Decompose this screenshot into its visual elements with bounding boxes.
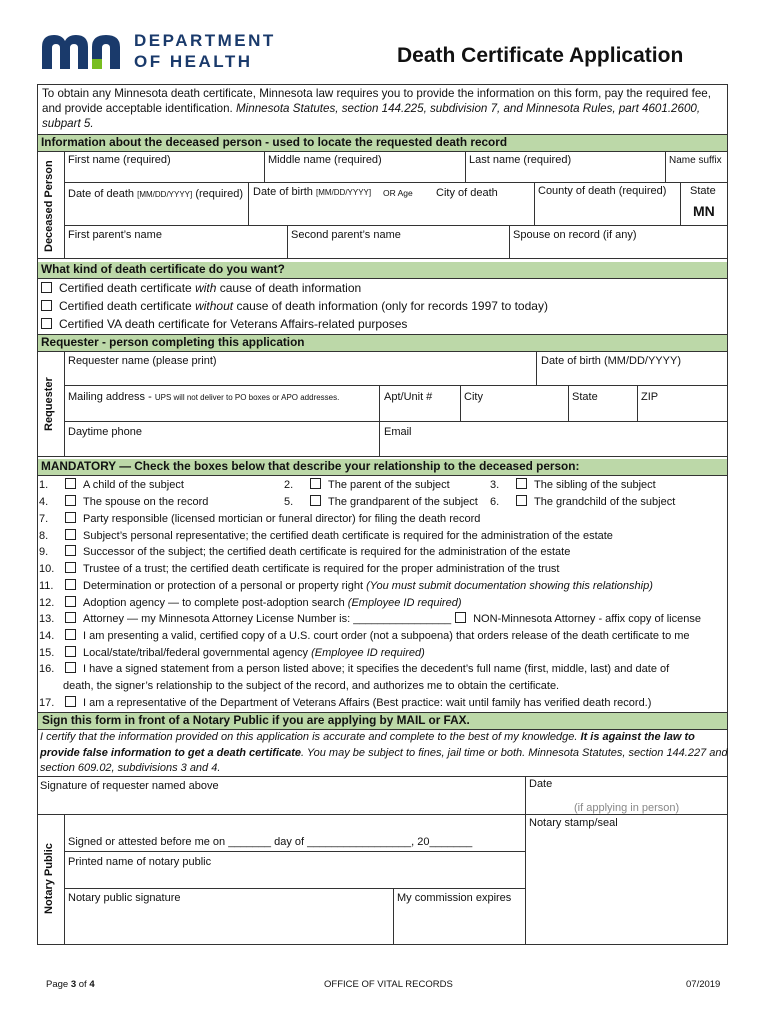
- mdh-logo: [40, 33, 126, 72]
- item-text: A child of the subject: [83, 479, 184, 491]
- checkbox[interactable]: [516, 495, 527, 506]
- divider: [287, 225, 288, 258]
- item-number: 1.: [39, 479, 49, 491]
- state-label: State: [690, 185, 716, 197]
- intro-plain: To obtain any Minnesota death certificate, Minnesota law requires you to provide the information on this form, pay the required fee, and provide acceptable identification.: [42, 87, 711, 115]
- notary-printed-name-field[interactable]: Printed name of notary public: [68, 856, 212, 868]
- cert-text-c: . You may be subject to fines, jail time or both. Minnesota Statutes, section 144.227 and section 609.02, subdivisions 3 and 4.: [40, 746, 728, 774]
- state-value: MN: [693, 203, 715, 219]
- checkbox[interactable]: [310, 495, 321, 506]
- item-text: The grandparent of the subject: [328, 496, 478, 508]
- item-text: Successor of the subject; the certified death certificate is required for the administration of the estate: [83, 546, 571, 558]
- dept-line-2: OF HEALTH: [134, 52, 253, 71]
- checkbox[interactable]: [65, 529, 76, 540]
- cert-text-b: It is against the law to provide false information to get a death certificate: [40, 731, 695, 759]
- opt3-text: Certified VA death certificate for Veterans Affairs-related purposes: [59, 317, 408, 331]
- checkbox[interactable]: [65, 696, 76, 707]
- relationship-5[interactable]: [284, 494, 478, 511]
- notary-signed-date-field[interactable]: Signed or attested before me on _______ day of _________________, 20_______: [68, 836, 473, 848]
- page-current: 3: [70, 979, 77, 990]
- commission-expires-field[interactable]: My commission expires: [397, 892, 512, 904]
- checkbox[interactable]: [455, 612, 466, 623]
- relationship-8[interactable]: [39, 528, 613, 545]
- divider: [38, 134, 727, 135]
- name-suffix-field[interactable]: Name suffix: [669, 155, 722, 166]
- checkbox[interactable]: [65, 495, 76, 506]
- logo-mark-m: [42, 35, 88, 69]
- item-text: The grandchild of the subject: [534, 496, 676, 508]
- checkbox[interactable]: [65, 612, 76, 623]
- date-of-birth-field[interactable]: [253, 186, 371, 199]
- with-cause-option[interactable]: [41, 279, 361, 297]
- item-number: 2.: [284, 479, 294, 491]
- notary-side-label: Notary Public: [43, 843, 55, 914]
- email-field[interactable]: Email: [384, 426, 412, 438]
- divider: [509, 225, 510, 258]
- divider: [393, 888, 394, 944]
- or-age-field[interactable]: OR Age: [383, 188, 413, 198]
- requester-name-field[interactable]: Requester name (please print): [68, 355, 217, 367]
- opt1-text-a: Certified death certificate: [59, 281, 196, 295]
- checkbox[interactable]: [65, 545, 76, 556]
- item-note: (Employee ID required): [311, 647, 425, 659]
- divider: [680, 182, 681, 225]
- checkbox[interactable]: [41, 318, 52, 329]
- divider: [536, 351, 537, 385]
- item-number: 3.: [490, 479, 500, 491]
- divider: [64, 351, 65, 456]
- last-name-field[interactable]: Last name (required): [469, 154, 572, 166]
- dob-format: [MM/DD/YYYY]: [315, 188, 372, 197]
- item-number: 15.: [39, 647, 55, 659]
- mailing-address-field[interactable]: [68, 391, 339, 404]
- checkbox[interactable]: [65, 478, 76, 489]
- item-number: 7.: [39, 513, 49, 525]
- checkbox[interactable]: [65, 596, 76, 607]
- county-of-death-field[interactable]: County of death (required): [538, 185, 667, 197]
- divider: [64, 225, 727, 226]
- divider: [64, 151, 65, 258]
- apt-field[interactable]: Apt/Unit #: [384, 391, 433, 403]
- date-of-death-field[interactable]: [68, 188, 243, 201]
- divider: [460, 385, 461, 421]
- divider: [64, 888, 525, 889]
- zip-field[interactable]: ZIP: [641, 391, 659, 403]
- second-parent-field[interactable]: Second parent’s name: [291, 229, 401, 241]
- divider: [64, 385, 727, 386]
- item-text: Trustee of a trust; the certified death certificate is required for the proper administration of the trust: [83, 563, 560, 575]
- relationship-11[interactable]: [39, 578, 653, 595]
- department-name: [134, 30, 276, 72]
- item-number: 4.: [39, 496, 49, 508]
- state-field[interactable]: State: [572, 391, 598, 403]
- item-note: (Employee ID required): [347, 597, 462, 609]
- checkbox[interactable]: [65, 662, 76, 673]
- divider: [637, 385, 638, 421]
- item-text: I have a signed statement from a person listed above; it specifies the decedent’s full name (first, middle, last) and date of: [83, 663, 670, 675]
- requester-dob-field[interactable]: Date of birth (MM/DD/YYYY): [541, 355, 681, 367]
- deceased-side-label: Deceased Person: [43, 160, 55, 252]
- item-text: Party responsible (licensed mortician or funeral director) for filing the death record: [83, 513, 481, 525]
- page-total: 4: [89, 979, 95, 990]
- without-cause-option[interactable]: [41, 297, 548, 315]
- va-certificate-option[interactable]: [41, 315, 407, 333]
- divider: [38, 258, 727, 259]
- opt2-text-a: Certified death certificate: [59, 299, 196, 313]
- mailing-label: Mailing address -: [68, 391, 155, 403]
- opt1-text-c: cause of death information: [216, 281, 362, 295]
- divider: [665, 151, 666, 182]
- divider: [525, 776, 526, 814]
- kind-section-header: What kind of death certificate do you want?: [38, 262, 727, 278]
- relationship-10[interactable]: [39, 561, 560, 578]
- divider: [525, 814, 526, 944]
- item-text: Attorney — my Minnesota Attorney License Number is: ________________: [83, 613, 452, 625]
- divider: [38, 475, 727, 476]
- relationship-9[interactable]: [39, 544, 570, 561]
- date-of-death-label: Date of death: [68, 188, 135, 200]
- item-number: 14.: [39, 630, 55, 642]
- checkbox[interactable]: [65, 579, 76, 590]
- dept-line-1: DEPARTMENT: [134, 31, 276, 50]
- office-name: OFFICE OF VITAL RECORDS: [324, 979, 453, 990]
- divider: [38, 351, 727, 352]
- form-date: 07/2019: [686, 979, 721, 990]
- item-number: 8.: [39, 530, 49, 542]
- date-of-death-required: (required): [195, 188, 243, 200]
- page-title: Death Certificate Application: [397, 44, 684, 67]
- intro-text: [42, 86, 722, 131]
- date-of-death-format: [MM/DD/YYYY]: [137, 190, 193, 199]
- item-text: The parent of the subject: [328, 479, 450, 491]
- relationship-16[interactable]: [39, 661, 669, 678]
- requester-signature-field[interactable]: Signature of requester named above: [40, 780, 219, 792]
- if-in-person-note: (if applying in person): [574, 802, 680, 814]
- checkbox[interactable]: [65, 629, 76, 640]
- relationship-6[interactable]: [490, 494, 675, 511]
- cert-text-a: I certify that the information provided on this application is accurate and complete to the best of my knowledge.: [40, 731, 581, 743]
- requester-side-label: Requester: [43, 377, 55, 431]
- item-number: 9.: [39, 546, 49, 558]
- divider: [465, 151, 466, 182]
- divider: [64, 851, 525, 852]
- city-of-death-field[interactable]: City of death: [436, 187, 498, 199]
- signature-date-field[interactable]: Date: [529, 778, 553, 790]
- notary-stamp-area: Notary stamp/seal: [529, 817, 618, 829]
- relationship-15[interactable]: [39, 645, 425, 662]
- dob-label: Date of birth: [253, 186, 313, 198]
- divider: [64, 421, 727, 422]
- sign-section-header: Sign this form in front of a Notary Public if you are applying by MAIL or FAX.: [38, 713, 727, 729]
- middle-name-field[interactable]: Middle name (required): [268, 154, 382, 166]
- opt1-text-b: with: [195, 281, 217, 295]
- item-text: Determination or protection of a personal or property right: [83, 580, 367, 592]
- item-text: I am presenting a valid, certified copy of a U.S. court order (not a subpoena) that orders release of the death certificate to me: [83, 630, 690, 642]
- relationship-16-cont: death, the signer’s relationship to the subject of the record, and authorizes me to obtain the certificate.: [63, 680, 560, 692]
- divider: [38, 151, 727, 152]
- logo-accent: [92, 59, 102, 69]
- checkbox[interactable]: [65, 512, 76, 523]
- divider: [534, 182, 535, 225]
- page-number: [46, 979, 95, 990]
- relationship-1[interactable]: [39, 477, 184, 494]
- checkbox[interactable]: [65, 646, 76, 657]
- mailing-note: UPS will not deliver to PO boxes or APO addresses.: [154, 393, 340, 402]
- divider: [38, 456, 727, 457]
- checkbox[interactable]: [41, 282, 52, 293]
- relationship-2[interactable]: [284, 477, 450, 494]
- mandatory-section-header: MANDATORY — Check the boxes below that describe your relationship to the deceased person:: [38, 459, 727, 475]
- requester-section-header: Requester - person completing this application: [38, 335, 727, 351]
- item-text: The sibling of the subject: [534, 479, 656, 491]
- item-number: 5.: [284, 496, 294, 508]
- item-note: (You must submit documentation showing this relationship): [366, 580, 653, 592]
- item-number: 10.: [39, 563, 55, 575]
- certification-statement: [40, 730, 728, 777]
- divider: [38, 776, 727, 777]
- opt2-text-c: cause of death information (only for records 1997 to today): [233, 299, 548, 313]
- relationship-3[interactable]: [490, 477, 656, 494]
- checkbox[interactable]: [41, 300, 52, 311]
- checkbox[interactable]: [310, 478, 321, 489]
- item-text: Subject’s personal representative; the certified death certificate is required for the administration of the estate: [83, 530, 613, 542]
- relationship-12[interactable]: [39, 595, 462, 612]
- divider: [64, 182, 727, 183]
- divider: [64, 814, 65, 944]
- page-prefix: Page: [46, 979, 71, 990]
- item-text: The spouse on the record: [83, 496, 209, 508]
- item-number: 6.: [490, 496, 500, 508]
- divider: [264, 151, 265, 182]
- deceased-section-header: Information about the deceased person - used to locate the requested death record: [38, 135, 727, 151]
- divider: [248, 182, 249, 225]
- item-text-b: NON-Minnesota Attorney - affix copy of license: [473, 613, 701, 625]
- opt2-text-b: without: [195, 299, 234, 313]
- page-of: of: [76, 979, 90, 990]
- relationship-4[interactable]: [39, 494, 208, 511]
- first-parent-field[interactable]: First parent’s name: [68, 229, 162, 241]
- city-field[interactable]: City: [464, 391, 483, 403]
- item-number: 13.: [39, 613, 55, 625]
- first-name-field[interactable]: First name (required): [68, 154, 171, 166]
- relationship-7[interactable]: [39, 511, 480, 528]
- intro-citation: Minnesota Statutes, section 144.225, subdivision 7, and Minnesota Rules, part 4601.2600, subpart 5.: [42, 102, 701, 130]
- item-text: Local/state/tribal/federal governmental agency: [83, 647, 312, 659]
- notary-signature-field[interactable]: Notary public signature: [68, 892, 181, 904]
- divider: [568, 385, 569, 421]
- relationship-17[interactable]: [39, 695, 651, 712]
- checkbox[interactable]: [516, 478, 527, 489]
- item-number: 17.: [39, 697, 55, 709]
- item-number: 12.: [39, 597, 55, 609]
- divider: [38, 814, 727, 815]
- daytime-phone-field[interactable]: Daytime phone: [68, 426, 142, 438]
- relationship-13[interactable]: [39, 611, 701, 628]
- item-number: 11.: [39, 580, 54, 592]
- item-text: Adoption agency — to complete post-adoption search: [83, 597, 348, 609]
- spouse-field[interactable]: Spouse on record (if any): [513, 229, 637, 241]
- checkbox[interactable]: [65, 562, 76, 573]
- item-number: 16.: [39, 663, 55, 675]
- relationship-14[interactable]: [39, 628, 690, 645]
- item-text: I am a representative of the Department of Veterans Affairs (Best practice: wait until family has verified death record.): [83, 697, 652, 709]
